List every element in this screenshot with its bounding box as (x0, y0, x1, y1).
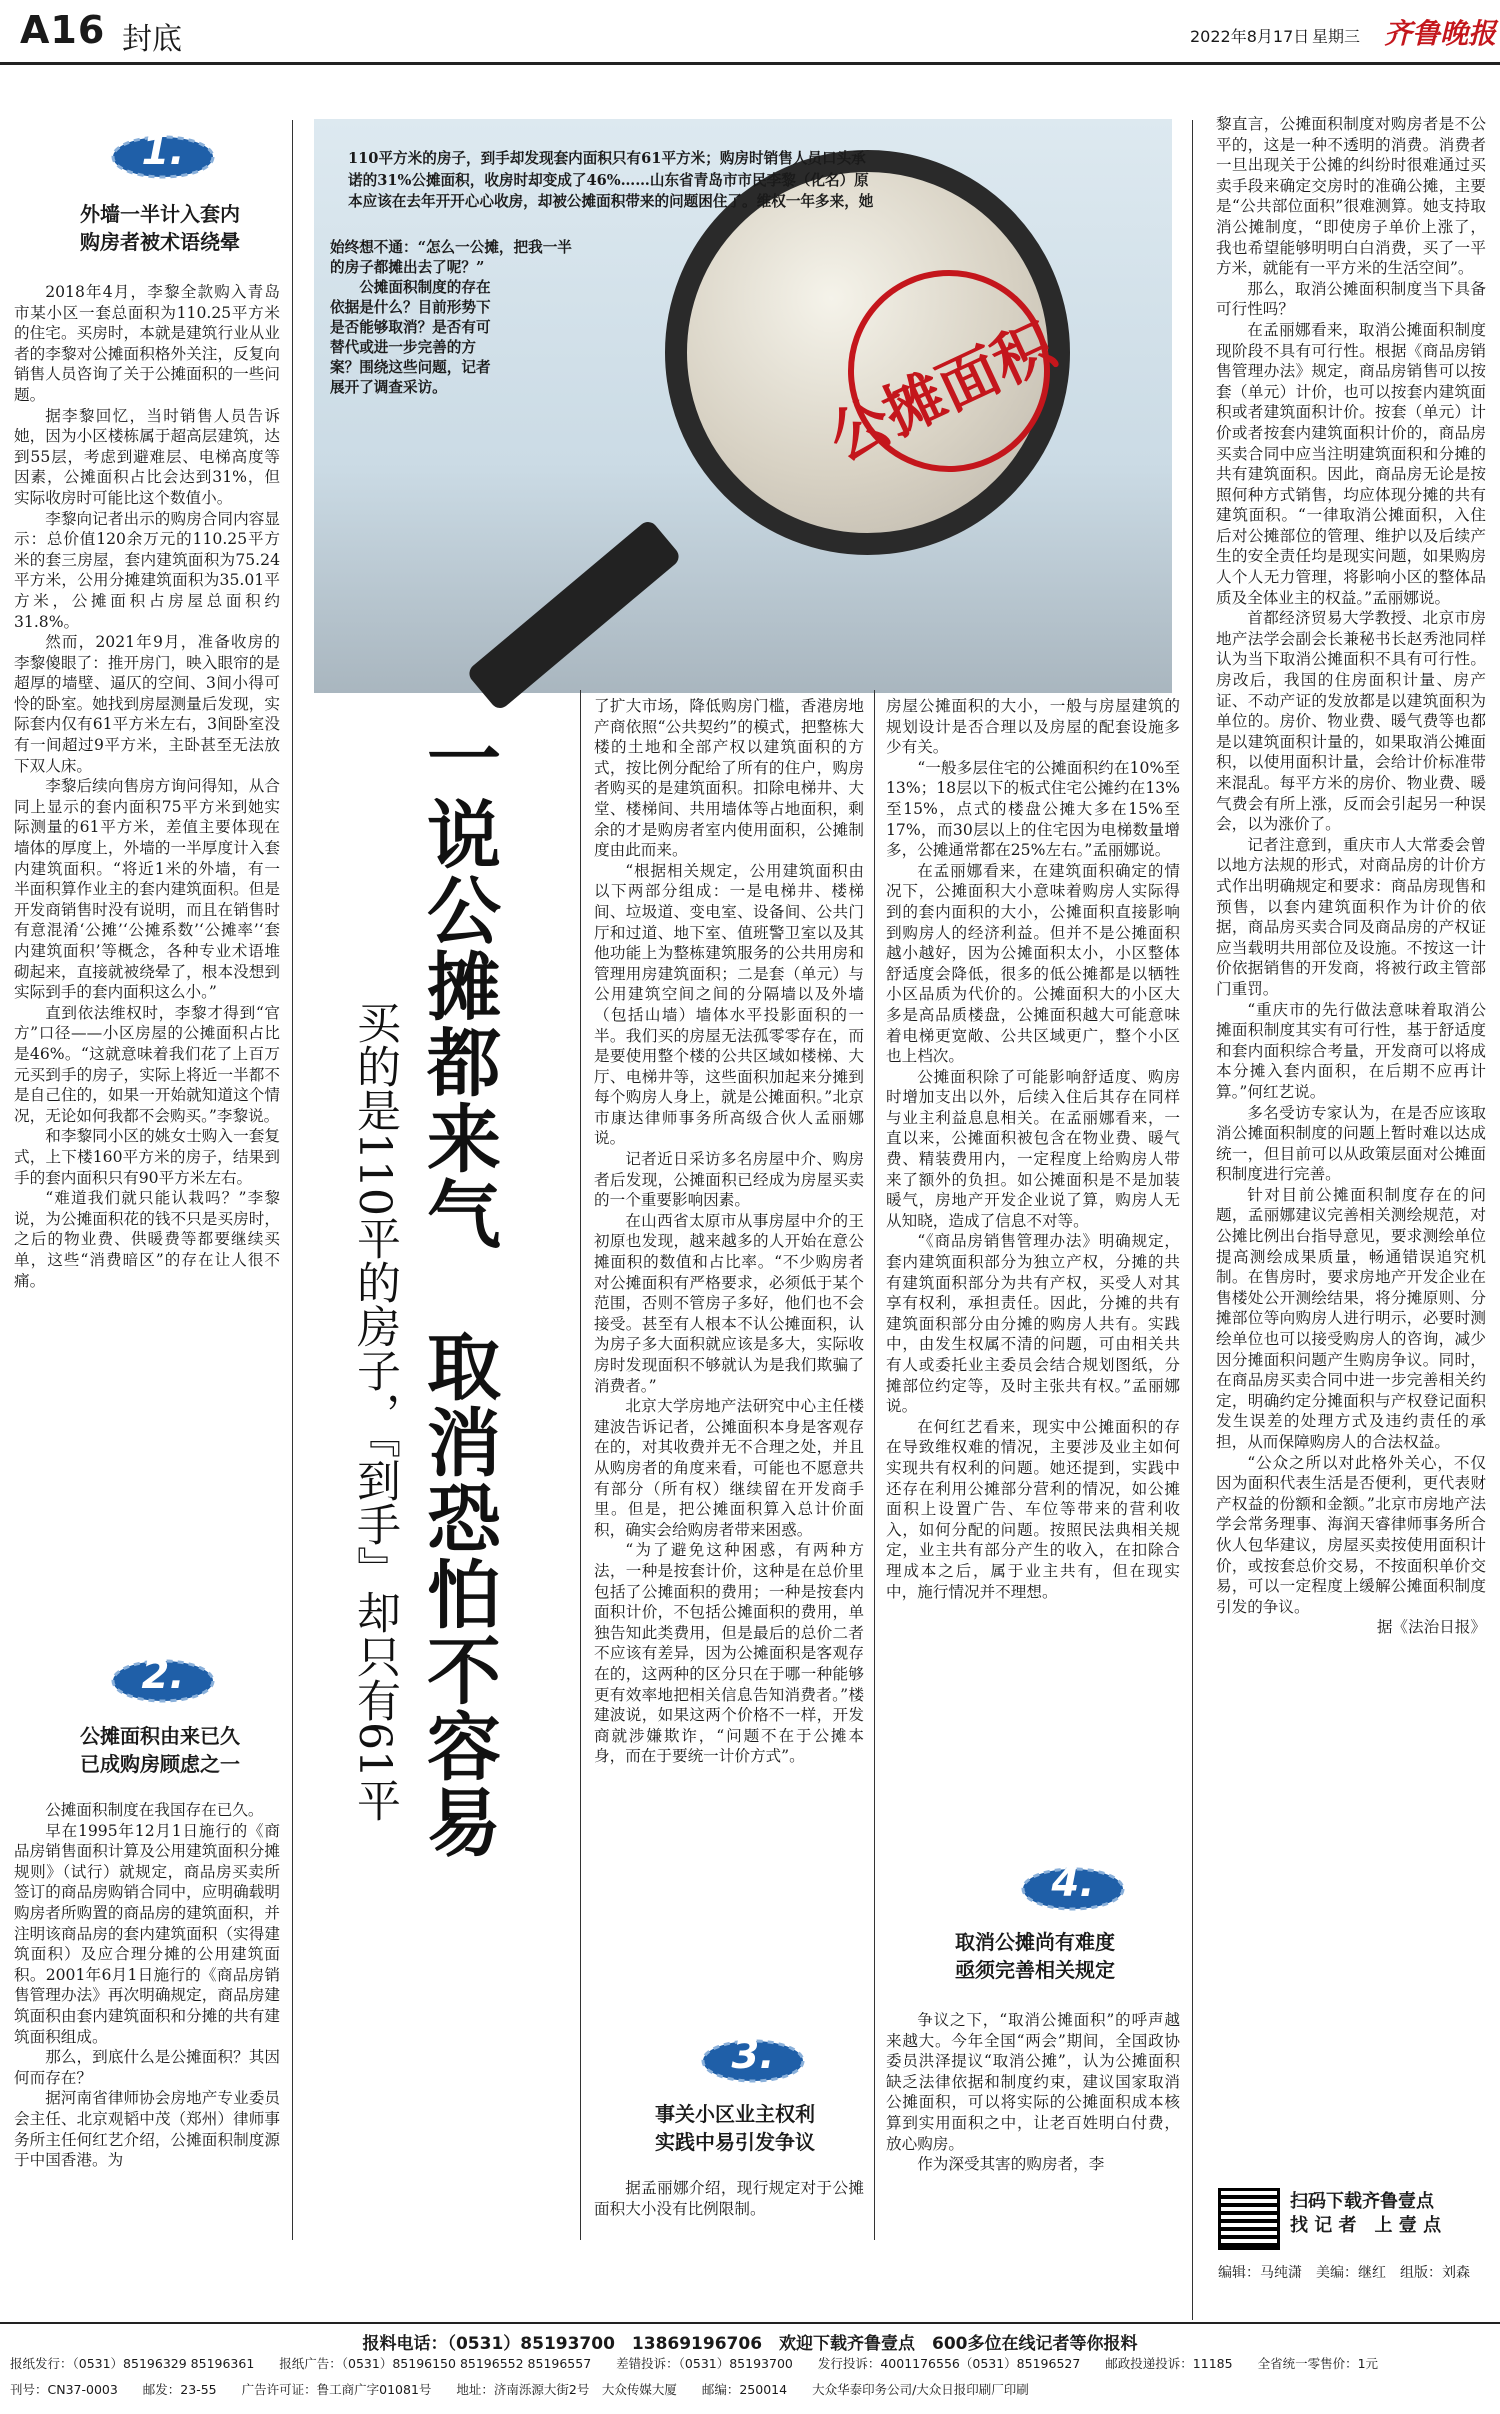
section-badge-2-label (110, 1650, 216, 1700)
weekday: 星期三 (1312, 27, 1361, 46)
paragraph: 作为深受其害的购房者，李 (917, 2155, 1105, 2174)
section-badge-4-label (1020, 1858, 1126, 1908)
column4-body (886, 696, 1180, 1602)
paragraph: 记者近日采访多名房屋中介、购房者后发现，公摊面积已经成为房屋买卖的一个重要影响因素。 (594, 1150, 864, 1210)
paragraph: 据李黎回忆，当时销售人员告诉她，因为小区楼栋属于超高层建筑，达到55层，考虑到避难层、电梯高度等因素，公摊面积占比会达到31%，但实际收房时可能比这个数值小。 (14, 406, 280, 507)
paragraph: 在孟丽娜看来，在建筑面积确定的情况下，公摊面积大小意味着购房人实际得到的套内面积的大小，公摊面积直接影响到购房人的经济利益。但并不是公摊面积越小越好，因为公摊面积太小，小区整体舒适度会降低，很多的低公摊都是以牺牲小区品质为代价的。公摊面积大的小区大多是高品质楼盘，公摊面积越大可能意味着电梯更宽敞、公共区域更广，整个小区也上档次。 (886, 861, 1180, 1066)
paragraph: 直到依法维权时，李黎才得到“官方”口径——小区房屋的公摊面积占比是46%。“这就意味着我们花了上百万元买到手的房子，实际上将近一半都不是自己住的，如果一开始就知道这个情况，无论如何我都不会购买。”李黎说。 (14, 1003, 280, 1125)
paragraph: 然而，2021年9月，准备收房的李黎傻眼了：推开房门，映入眼帘的是超厚的墙壁、逼仄的空间、3间小得可怜的卧室。她找到房屋测量后发现，实际套内仅有61平方米左右，3间卧室没有一间超过9平方米，主卧甚至无法放下双人床。 (14, 633, 280, 775)
badge-number: 4. (1051, 1860, 1095, 1906)
paragraph: 记者注意到，重庆市人大常委会曾以地方法规的形式，对商品房的计价方式作出明确规定和要求：商品房现售和预售，以套内建筑面积作为计价的依据，商品房买卖合同及商品房的产权证应当载明共用部位及设施。不按这一计价依据销售的开发商，将被行政主管部门重罚。 (1216, 835, 1486, 998)
paragraph: “为了避免这种困惑，有两种方法，一种是按套计价，这种是在总价里包括了公摊面积的费用；一种是按套内面积计价，不包括公摊面积的费用，单独告知此类费用，但是最后的总价二者不应该有差异，因为公摊面积是客观存在的，这两种的区分只在于哪一种能够更有效率地把相关信息告知消费者。”楼建波说，如果这两个价格不一样，开发商就涉嫌欺诈，“问题不在于公摊本身，而在于要统一计价方式”。 (594, 1541, 864, 1766)
news-hotline: 报料电话：（0531）85193700 13869196706 欢迎下载齐鲁壹点 600多位在线记者等你报料 (0, 2322, 1500, 2354)
footer-distribution-line: 报纸发行：（0531）85196329 85196361 报纸广告：（0531）85196150 85196552 85196557 差错投诉：（0531）85193700 发行投诉：4001176556（0531）85196527 邮政投递投诉：11185 全省统一零售价：1元 (10, 2356, 1379, 2371)
paragraph: 针对目前公摊面积制度存在的问题，孟丽娜建议完善相关测绘规范，对公摊比例出台指导意见，要求测绘单位提高测绘成果质量，畅通错误追究机制。在售房时，要求房地产开发企业在售楼处公开测绘结果，将分摊原则、分摊部位等向购房人进行明示，必要时测绘单位也可以接受购房人的咨询，减少因分摊面积问题产生购房争议。同时，在商品房买卖合同中进一步完善相关约定，明确约定分摊面积与产权登记面积发生误差的处理方式及违约责任的承担，从而保障购房人的合法权益。 (1216, 1185, 1486, 1451)
paragraph: 房屋公摊面积的大小，一般与房屋建筑的规划设计是否合理以及房屋的配套设施多少有关。 (886, 697, 1180, 757)
column-rule (874, 690, 875, 2240)
column-rule (580, 690, 581, 2240)
column-rule (292, 120, 293, 2240)
feature-seal-text: 公摊面积 (818, 310, 1066, 475)
paragraph: 首都经济贸易大学教授、北京市房地产法学会副会长兼秘书长赵秀池同样认为当下取消公摊面积不具有可行性。房改后，我国的住房面积计量、房产证、不动产证的发放都是以建筑面积为单位的。房价、物业费、暖气费等也都是以建筑面积计量的，如果取消公摊面积，以使用面积计量，会给计价标准带来混乱。每平方米的房价、物业费、暖气费会有所上涨，反而会引起另一种误会，以为涨价了。 (1216, 609, 1486, 834)
paragraph: 那么，到底什么是公摊面积？其因何而存在？ (14, 2048, 280, 2087)
paragraph: 多名受访专家认为，在是否应该取消公摊面积制度的问题上暂时难以达成统一，但目前可以从政策层面对公摊面积制度进行完善。 (1216, 1103, 1486, 1184)
paragraph: “难道我们就只能认栽吗？”李黎说，为公摊面积花的钱不只是买房时，之后的物业费、供暖费等都要继续买单，这些“消费暗区”的存在让人很不痛。 (14, 1189, 280, 1290)
section1-body (14, 282, 280, 1291)
paragraph: “根据相关规定，公用建筑面积由以下两部分组成：一是电梯井、楼梯间、垃圾道、变电室、设备间、公共门厅和过道、地下室、值班警卫室以及其他功能上为整栋建筑服务的公共用房和管理用房建筑面积；二是套（单元）与公用建筑空间之间的分隔墙以及外墙（包括山墙）墙体水平投影面积的一半。我们买的房屋无法孤零零存在，而是要使用整个楼的公共区域如楼梯、大厅、电梯井等，这些面积加起来分摊到每个购房人身上，就是公摊面积。”北京市康达律师事务所高级合伙人孟丽娜说。 (594, 861, 864, 1148)
paragraph: 在山西省太原市从事房屋中介的王初原也发现，越来越多的人开始在意公摊面积的数值和占比率。“不少购房者对公摊面积有严格要求，必须低于某个范围，否则不管房子多好，他们也不会接受。甚至有人根本不认公摊面积，认为房子多大面积就应该是多大，实际收房时发现面积不够就认为是我们欺骗了消费者。” (594, 1211, 864, 1395)
column5-body (1216, 114, 1486, 1638)
paragraph: 在何红艺看来，现实中公摊面积的存在导致维权难的情况，主要涉及业主如何实现共有权利的问题。她还提到，实践中还存在利用公摊部分营利的情况，如公摊面积上设置广告、车位等带来的营利收入，如何分配的问题。按照民法典相关规定，业主共有部分产生的收入，在扣除合理成本之后，属于业主共有，但在现实中，施行情况并不理想。 (886, 1417, 1180, 1601)
paragraph: “重庆市的先行做法意味着取消公摊面积制度其实有可行性，基于舒适度和套内面积综合考量，开发商可以将成本分摊入套内面积，在后期不应再计算。”何红艺说。 (1216, 1000, 1486, 1101)
paragraph: 在孟丽娜看来，取消公摊面积制度现阶段不具有可行性。根据《商品房销售管理办法》规定，商品房销售可以按套（单元）计价，也可以按套内建筑面积或者建筑面积计价。按套（单元）计价或者按套内建筑面积计价的，商品房买卖合同中应当注明建筑面积和分摊的共有建筑面积。因此，商品房无论是按照何种方式销售，均应体现分摊的共有建筑面积。“一律取消公摊面积，入住后对公摊部位的管理、维护以及后续产生的安全责任均是现实问题，如果购房人个人无力管理，将影响小区的整体品质及全体业主的权益。”孟丽娜说。 (1216, 320, 1486, 607)
paragraph: 据孟丽娜介绍，现行规定对于公摊面积大小没有比例限制。 (594, 2179, 864, 2218)
section2-title: 公摊面积由来已久 已成购房顾虑之一 (80, 1724, 240, 1776)
article-source: 据《法治日报》 (1376, 1618, 1486, 1637)
section-badge-1-label (110, 126, 216, 176)
section1-title: 外墙一半计入套内 购房者被术语绕晕 (80, 202, 240, 254)
paragraph: 李黎向记者出示的购房合同内容显示：总价值120余万元的110.25平方米的套三房屋，套内建筑面积为75.24平方米，公用分摊建筑面积为35.01平方米，公摊面积占房屋总面积约31.8%。 (14, 509, 280, 631)
paragraph: “《商品房销售管理办法》明确规定，套内建筑面积部分为独立产权，分摊的共有建筑面积部分为共有产权，买受人对其享有权利，承担责任。因此，分摊的共有建筑面积部分由分摊的购房人共有。实践中，由发生权属不清的问题，可由相关共有人或委托业主委员会结合规划图纸，分摊部位约定等，及时主张共有权。”孟丽娜说。 (886, 1232, 1180, 1416)
paragraph: “一般多层住宅的公摊面积约在10%至13%；18层以下的板式住宅公摊约在13%至15%，点式的楼盘公摊大多在15%至17%，而30层以上的住宅因为电梯数量增多，公摊通常都在25%左右。”孟丽娜说。 (886, 758, 1180, 860)
headline: 一说公摊都来气 取消恐怕不容易 (415, 720, 501, 1860)
section2-body (14, 1800, 280, 2171)
paragraph: 早在1995年12月1日施行的《商品房销售面积计算及公用建筑面积分摊规则》（试行）就规定，商品房买卖所签订的商品房购销合同中，应明确载明购房者所购置的商品房的建筑面积，并注明该商品房的套内建筑面积（实得建筑面积）及应合理分摊的公用建筑面积。2001年6月1日施行的《商品房销售管理办法》再次明确规定，商品房建筑面积由套内建筑面积和分摊的共有建筑面积组成。 (14, 1821, 280, 2046)
paragraph: 李黎后续向售房方询问得知，从合同上显示的套内面积75平方米到她实际测量的61平方米，差值主要体现在墙体的厚度上，外墙的一半厚度计入套内建筑面积。“将近1米的外墙，有一半面积算作业主的套内建筑面积。但是开发商销售时没有说明，而且在销售时有意混淆‘公摊’‘公摊系数’‘公摊率’‘套内建筑面积’等概念，各种专业术语堆砌起来，直接就被绕晕了，根本没想到实际到手的套内面积这么小。” (14, 777, 280, 1002)
paragraph: 争议之下，“取消公摊面积”的呼声越来越大。今年全国“两会”期间，全国政协委员洪泽提议“取消公摊”，认为公摊面积缺乏法律依据和制度约束，建议国家取消公摊面积，可以将实际的公摊面积成本核算到实用面积之中，让老百姓明白付费，放心购房。 (886, 2011, 1180, 2153)
paragraph: 公摊面积除了可能影响舒适度、购房时增加支出以外，后续入住后其存在同样与业主利益息息相关。在孟丽娜看来，一直以来，公摊面积被包含在物业费、暖气费、精装费用内，一定程度上给购房人带来了额外的负担。如公摊面积是不是加装暖气，房地产开发企业说了算，购房人无从知晓，造成了信息不对等。 (886, 1067, 1180, 1230)
subheadline: 买的是110平的房子，『到手』却只有61平 (349, 1000, 400, 1822)
badge-number: 1. (141, 128, 185, 174)
section3-body (594, 2178, 864, 2219)
badge-number: 3. (731, 2032, 775, 2078)
paragraph: 了扩大市场，降低购房门槛，香港房地产商依照“公共契约”的模式，把整栋大楼的土地和全部产权以建筑面积的方式，按比例分配给了所有的住户，购房者购买的是建筑面积。扣除电梯井、大堂、楼梯间、共用墙体等占地面积，剩余的才是购房者室内使用面积，公摊制度由此而来。 (594, 697, 864, 860)
feature-intro-continued: 始终想不通：“怎么一公摊，把我一半 的房子都摊出去了呢？” 公摊面积制度的存在 依据是什么？目前形势下 是否能够取消？是否有可 替代或进一步完善的方 案？围绕这些问题，记者 展开了调查采访。 (330, 239, 572, 396)
newspaper-logo: 齐鲁晚报 (1384, 17, 1497, 50)
badge-number: 2. (141, 1652, 185, 1698)
footer-publication-line: 刊号：CN37-0003 邮发：23-55 广告许可证：鲁工商广字01081号 地址：济南泺源大街2号 大众传媒大厦 邮编：250014 大众华泰印务公司/大众日报印刷厂印刷 (10, 2382, 1029, 2397)
column3-body (594, 696, 864, 1767)
paragraph: “公众之所以对此格外关心，不仅因为面积代表生活是否便利，更代表财产权益的份额和金额。”北京市房地产法学会常务理事、海润天睿律师事务所合伙人包华建议，房屋买卖按使用面积计价，或按套总价交易，不按面积单价交易，可以一定程度上缓解公摊面积制度引发的争议。 (1216, 1453, 1486, 1616)
page-number: A16 (20, 8, 106, 52)
editor-credits: 编辑：马纯潇 美编：继红 组版：刘森 (1218, 2265, 1470, 2281)
qr-caption: 扫码下载齐鲁壹点 找 记 者 上 壹 点 (1290, 2191, 1442, 2236)
section4-body (886, 2010, 1180, 2175)
column-rule (1192, 120, 1193, 2320)
qr-code-icon[interactable] (1218, 2188, 1280, 2250)
paragraph: 和李黎同小区的姚女士购入一套复式，上下楼160平方米的房子，结果到手的套内面积只有90平方米左右。 (14, 1127, 280, 1187)
issue-date: 2022年8月17日 (1190, 27, 1310, 46)
section4-title: 取消公摊尚有难度 亟须完善相关规定 (955, 1930, 1115, 1982)
section3-title: 事关小区业主权利 实践中易引发争议 (655, 2102, 815, 2154)
page-section: 封底 (122, 22, 182, 57)
paragraph: 2018年4月，李黎全款购入青岛市某小区一套总面积为110.25平方米的住宅。买房时，本就是建筑行业从业者的李黎对公摊面积格外关注，反复向销售人员咨询了关于公摊面积的一些问题。 (14, 283, 280, 404)
section-badge-3-label (700, 2030, 806, 2080)
paragraph: 公摊面积制度在我国存在已久。 (45, 1801, 264, 1819)
paragraph: 黎直言，公摊面积制度对购房者是不公平的，这是一种不透明的消费。消费者一旦出现关于公摊的纠纷时很难通过买卖手段来确定交房时的准确公摊，主要是“公共部位面积”很难测算。她支持取消公摊制度，“即使房子单价上涨了，我也希望能够明明白白消费，买了一平方米，就能有一平方米的生活空间”。 (1216, 115, 1486, 278)
feature-intro: 110平方米的房子，到手却发现套内面积只有61平方米；购房时销售人员口头承诺的31%公摊面积，收房时却变成了46%……山东省青岛市市民李黎（化名）原本应该在去年开开心心收房，却被公摊面积带来的问题困住了。维权一年多来，她 (348, 150, 874, 210)
paragraph: 那么，取消公摊面积制度当下具备可行性吗？ (1216, 279, 1486, 319)
paragraph: 据河南省律师协会房地产专业委员会主任、北京观韬中茂（郑州）律师事务所主任何红艺介绍，公摊面积制度源于中国香港。为 (14, 2089, 280, 2170)
paragraph: 北京大学房地产法研究中心主任楼建波告诉记者，公摊面积本身是客观存在的，对其收费并无不合理之处，并且从购房者的角度来看，可能也不愿意共有部分（所有权）继续留在开发商手里。但是，把公摊面积算入总计价面积，确实会给购房者带来困惑。 (594, 1397, 864, 1539)
